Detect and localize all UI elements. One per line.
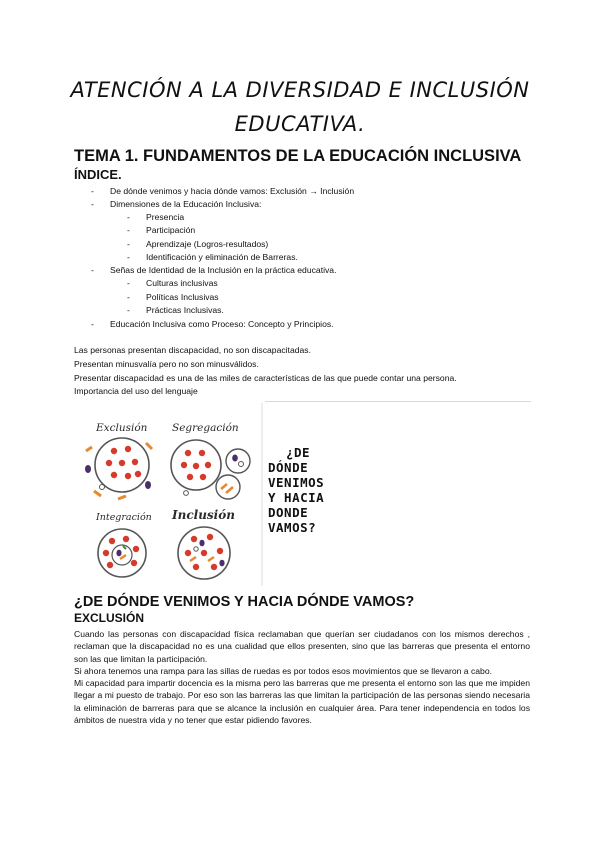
paragraph: Mi capacidad para impartir docencia es la misma pero las barreras que me presenta el entorno son las que me impiden llegar a mi puesto de trabajo. Por eso son las barreras las que limitan la participación de las personas siendo necesaria la eliminación de barreras para que se alcance la inclusión en cualquier área. Para tener independencia en todos los ámbitos de nuestra vida y no tener que estar pidiendo favores. xyxy=(74,678,530,726)
diversity-illustration xyxy=(76,403,266,586)
intro-line: Importancia del uso del lenguaje xyxy=(74,386,198,396)
list-bullet: - xyxy=(91,199,94,209)
side-text-line: DONDE xyxy=(268,505,309,520)
label-integracion: Integración xyxy=(96,512,152,523)
toc-item: Dimensiones de la Educación Inclusiva: xyxy=(110,199,262,209)
paragraph: Si ahora tenemos una rampa para las sillas de ruedas es por todos esos movimientos que se llevaron a cabo. xyxy=(74,665,492,676)
section-subheading: EXCLUSIÓN xyxy=(74,611,145,625)
intro-line: Presentan minusvalía pero no son minusválidos. xyxy=(74,359,259,369)
label-segregacion: Segregación xyxy=(172,422,239,434)
list-bullet: - xyxy=(127,305,130,315)
toc-subitem: Prácticas Inclusivas. xyxy=(146,305,224,315)
side-text-line: VENIMOS xyxy=(268,475,325,490)
section-heading: ¿DE DÓNDE VENIMOS Y HACIA DÓNDE VAMOS? xyxy=(74,594,415,610)
segregacion-circle-small-2 xyxy=(216,475,240,499)
figure-side-text xyxy=(268,445,324,535)
indice-heading: ÍNDICE. xyxy=(74,167,122,182)
list-bullet: - xyxy=(127,278,130,288)
side-text-line: VAMOS? xyxy=(268,520,317,535)
list-bullet: - xyxy=(127,292,130,302)
exclusion-dots xyxy=(106,446,141,479)
label-inclusion: Inclusión xyxy=(172,508,235,522)
toc-subitem: Políticas Inclusivas xyxy=(146,292,219,302)
side-text-line: ¿DE xyxy=(286,445,311,460)
toc-item: Educación Inclusiva como Proceso: Concepto y Principios. xyxy=(110,319,334,329)
document-title-line-1: ATENCIÓN A LA DIVERSIDAD E INCLUSIÓN xyxy=(70,78,530,102)
paragraph: Cuando las personas con discapacidad física reclamaban que querían ser ciudadanos con los mismos derechos , reclaman que la discapacidad no es una cualidad que ellos presenten, sino que las barreras que presenta el entorno son las que limitan la participación. xyxy=(74,629,530,664)
intro-line: Presentar discapacidad es una de las miles de características de las que puede contar una persona. xyxy=(74,373,457,383)
toc-item: Señas de Identidad de la Inclusión en la práctica educativa. xyxy=(110,265,337,275)
side-text-line: DÓNDE xyxy=(268,460,309,475)
list-bullet: - xyxy=(127,225,130,235)
label-exclusion: Exclusión xyxy=(96,422,148,434)
inclusion-dots xyxy=(185,534,225,570)
tema-heading: TEMA 1. FUNDAMENTOS DE LA EDUCACIÓN INCLUSIVA xyxy=(74,147,522,165)
toc-subitem: Presencia xyxy=(146,212,185,222)
toc-item: De dónde venimos y hacia dónde vamos: Exclusión → Inclusión xyxy=(110,186,355,196)
list-bullet: - xyxy=(91,265,94,275)
intro-line: Las personas presentan discapacidad, no son discapacitadas. xyxy=(74,345,311,355)
toc-subitem: Identificación y eliminación de Barreras. xyxy=(146,252,298,262)
toc-subitem: Participación xyxy=(146,225,196,235)
document-title-line-2: EDUCATIVA. xyxy=(234,112,366,136)
list-bullet: - xyxy=(91,186,94,196)
list-bullet: - xyxy=(127,252,130,262)
list-bullet: - xyxy=(127,212,130,222)
toc-subitem: Culturas inclusivas xyxy=(146,278,218,288)
section-body xyxy=(74,628,530,726)
segregacion-dots xyxy=(181,450,211,480)
side-text-line: Y HACIA xyxy=(268,490,325,505)
list-bullet: - xyxy=(91,319,94,329)
integracion-inner-circle xyxy=(112,545,132,565)
list-bullet: - xyxy=(127,239,130,249)
toc-subitem: Aprendizaje (Logros-resultados) xyxy=(146,239,269,249)
segregacion-circle-small-1 xyxy=(226,449,250,473)
divider xyxy=(265,401,531,402)
